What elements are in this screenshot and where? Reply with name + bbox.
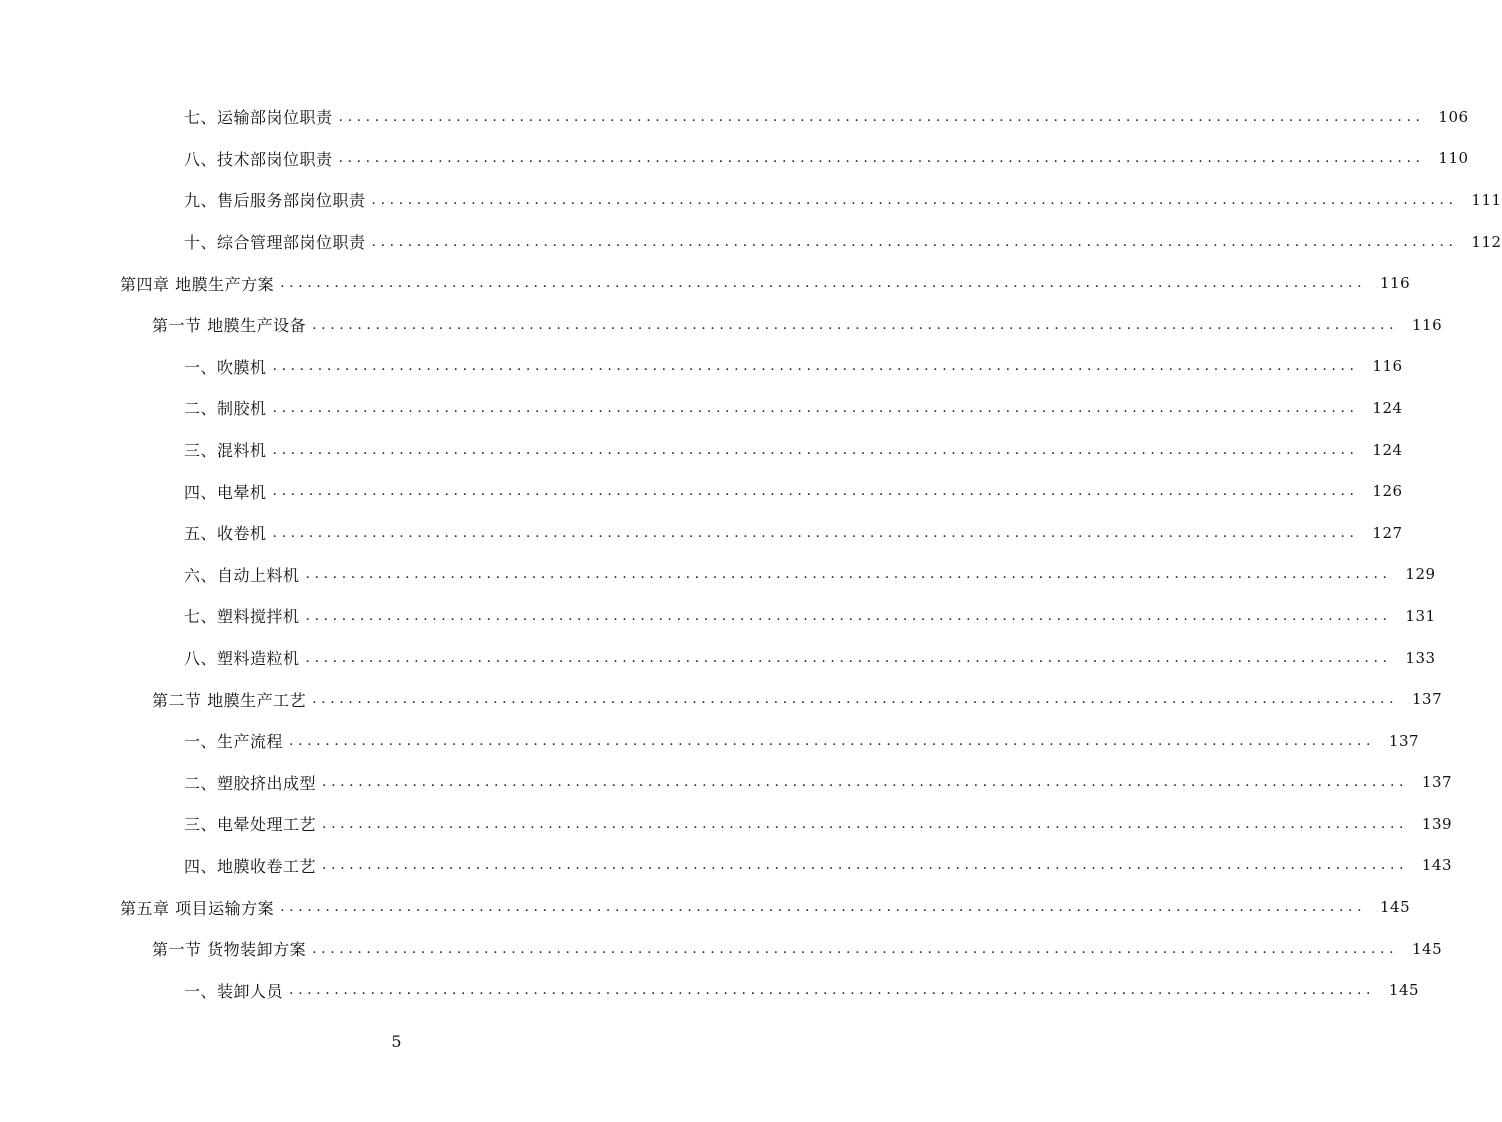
toc-entry-page: 145 — [1379, 898, 1411, 917]
toc-entry-page: 137 — [1421, 773, 1453, 792]
page-number: 5 — [391, 1032, 402, 1051]
toc-entry[interactable] — [0, 221, 1502, 263]
toc-dot-leader: ........................................................................................................................ — [371, 191, 1458, 208]
toc-entry-page: 143 — [1421, 856, 1453, 875]
toc-entry-page: 139 — [1421, 814, 1453, 833]
toc-entry-page: 127 — [1372, 523, 1403, 542]
toc-entry-title: 第二节 地膜生产工艺 — [152, 690, 307, 710]
toc-dot-leader: ........................................................................................................................ — [272, 524, 1359, 541]
toc-dot-leader: ........................................................................................................................ — [338, 150, 1425, 167]
toc-entry[interactable] — [0, 762, 1453, 804]
toc-section-entry[interactable] — [0, 304, 1443, 346]
toc-entry-page: 124 — [1372, 440, 1403, 459]
toc-section-entry[interactable] — [0, 928, 1443, 970]
toc-dot-leader: ........................................................................................................................ — [322, 857, 1409, 874]
toc-entry[interactable] — [0, 969, 1420, 1011]
toc-chapter-entry[interactable] — [0, 262, 1411, 304]
toc-entry-title: 第四章 地膜生产方案 — [120, 274, 275, 294]
toc-entry-page: 112 — [1471, 232, 1502, 251]
toc-entry-title: 六、自动上料机 — [184, 565, 300, 585]
toc-entry-title: 八、技术部岗位职责 — [184, 149, 333, 169]
toc-entry[interactable] — [0, 595, 1436, 637]
toc-dot-leader: ........................................................................................................................ — [272, 483, 1359, 500]
toc-entry-title: 第五章 项目运输方案 — [120, 898, 275, 918]
toc-entry-page: 145 — [1388, 981, 1420, 1000]
toc-entry-title: 四、地膜收卷工艺 — [184, 856, 317, 876]
toc-entry-title: 九、售后服务部岗位职责 — [184, 191, 366, 211]
toc-entry-page: 106 — [1438, 107, 1469, 126]
toc-entry[interactable] — [0, 637, 1436, 679]
toc-entry-page: 129 — [1405, 565, 1436, 584]
toc-entry-page: 145 — [1411, 939, 1443, 958]
toc-entry-page: 126 — [1372, 482, 1403, 501]
toc-entry-page: 137 — [1411, 690, 1443, 709]
toc-entry-title: 第一节 地膜生产设备 — [152, 316, 307, 336]
toc-entry-title: 五、收卷机 — [184, 524, 267, 544]
toc-dot-leader: ........................................................................................................................ — [322, 815, 1409, 832]
toc-entry-title: 三、电晕处理工艺 — [184, 815, 317, 835]
toc-entry[interactable] — [0, 387, 1403, 429]
toc-entry[interactable] — [0, 803, 1453, 845]
toc-dot-leader: ........................................................................................................................ — [305, 566, 1392, 583]
toc-entry-title: 十、综合管理部岗位职责 — [184, 233, 366, 253]
toc-entry-page: 131 — [1405, 606, 1436, 625]
toc-dot-leader: ........................................................................................................................ — [312, 940, 1399, 957]
toc-entry-title: 七、塑料搅拌机 — [184, 607, 300, 627]
toc-entry-page: 110 — [1438, 149, 1469, 168]
toc-entry[interactable] — [0, 720, 1420, 762]
toc-dot-leader: ........................................................................................................................ — [280, 275, 1367, 292]
toc-entry[interactable] — [0, 470, 1403, 512]
toc-entry-title: 四、电晕机 — [184, 482, 267, 502]
table-of-contents — [0, 96, 1502, 1011]
toc-entry[interactable] — [0, 138, 1469, 180]
toc-section-entry[interactable] — [0, 678, 1443, 720]
toc-entry-page: 116 — [1379, 274, 1411, 293]
toc-dot-leader: ........................................................................................................................ — [312, 691, 1399, 708]
toc-dot-leader: ........................................................................................................................ — [338, 108, 1425, 125]
toc-dot-leader: ........................................................................................................................ — [272, 399, 1359, 416]
toc-dot-leader: ........................................................................................................................ — [289, 732, 1376, 749]
toc-dot-leader: ........................................................................................................................ — [322, 774, 1409, 791]
toc-dot-leader: ........................................................................................................................ — [289, 982, 1376, 999]
toc-entry[interactable] — [0, 179, 1502, 221]
toc-entry-title: 一、吹膜机 — [184, 357, 267, 377]
toc-dot-leader: ........................................................................................................................ — [280, 899, 1367, 916]
toc-entry-title: 八、塑料造粒机 — [184, 649, 300, 669]
toc-entry-page: 133 — [1405, 648, 1436, 667]
toc-entry-title: 一、装卸人员 — [184, 981, 284, 1001]
toc-entry-title: 七、运输部岗位职责 — [184, 108, 333, 128]
toc-dot-leader: ........................................................................................................................ — [272, 441, 1359, 458]
toc-entry-title: 一、生产流程 — [184, 732, 284, 752]
toc-entry[interactable] — [0, 512, 1403, 554]
toc-entry[interactable] — [0, 429, 1403, 471]
toc-chapter-entry[interactable] — [0, 886, 1411, 928]
toc-dot-leader: ........................................................................................................................ — [305, 649, 1392, 666]
toc-entry-page: 111 — [1471, 190, 1502, 209]
toc-entry[interactable] — [0, 845, 1453, 887]
toc-entry-title: 三、混料机 — [184, 441, 267, 461]
toc-entry-page: 137 — [1388, 731, 1420, 750]
toc-entry-title: 二、塑胶挤出成型 — [184, 773, 317, 793]
toc-entry[interactable] — [0, 554, 1436, 596]
toc-entry[interactable] — [0, 96, 1469, 138]
toc-dot-leader: ........................................................................................................................ — [272, 358, 1359, 375]
toc-entry-title: 第一节 货物装卸方案 — [152, 940, 307, 960]
toc-dot-leader: ........................................................................................................................ — [305, 607, 1392, 624]
toc-entry-title: 二、制胶机 — [184, 399, 267, 419]
toc-entry-page: 116 — [1411, 315, 1443, 334]
toc-entry-page: 116 — [1372, 357, 1403, 376]
toc-dot-leader: ........................................................................................................................ — [312, 316, 1399, 333]
toc-dot-leader: ........................................................................................................................ — [371, 233, 1458, 250]
toc-entry-page: 124 — [1372, 398, 1403, 417]
toc-entry[interactable] — [0, 346, 1403, 388]
